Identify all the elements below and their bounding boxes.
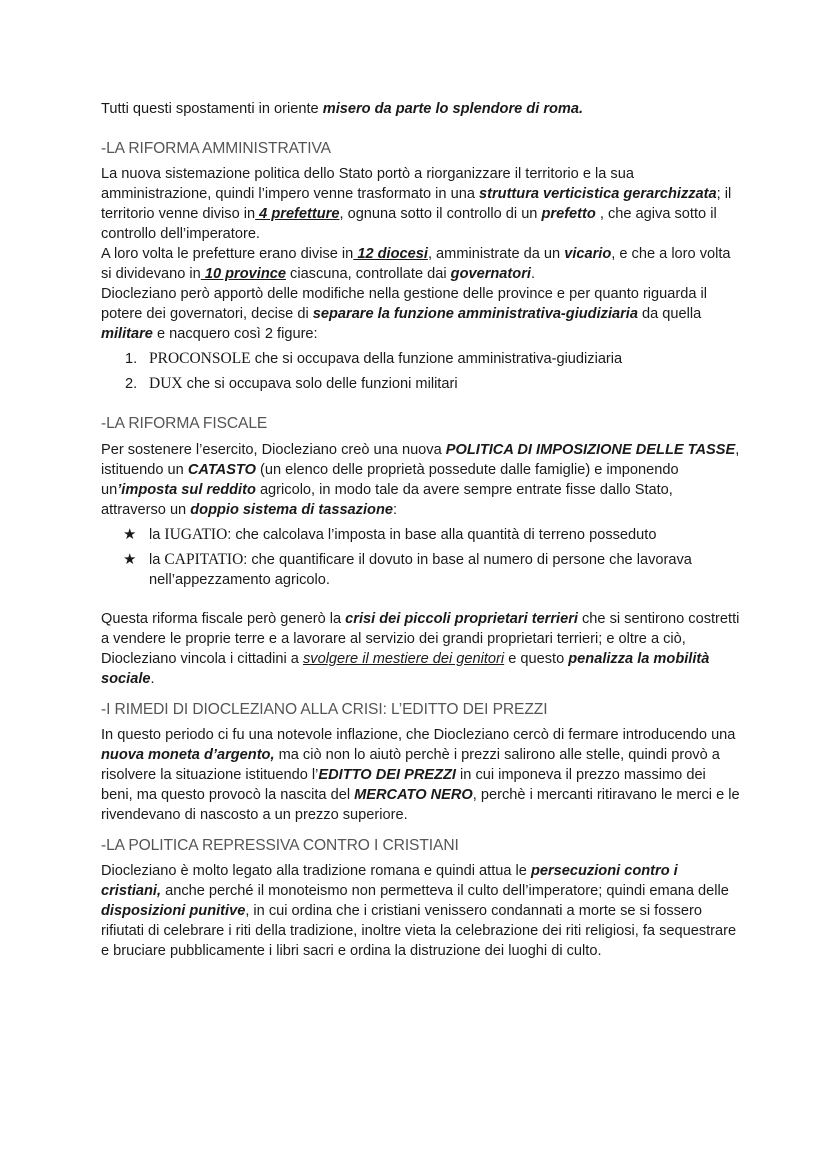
section-heading-riforma-amministrativa: -LA RIFORMA AMMINISTRATIVA <box>101 140 331 157</box>
paragraph-amministrativa-3: Diocleziano però apportò delle modifiche nella gestione delle province e per quanto riguarda il potere dei governatori, decise di separare la funzione amministrativa-giudiziaria da quella militare e nacquero così 2 figure: <box>101 286 708 342</box>
paragraph-fiscale-1: Per sostenere l’esercito, Diocleziano creò una nuova POLITICA DI IMPOSIZIONE DELLE TASSE, istituendo un CATASTO (un elenco delle proprietà possedute dalle famiglie) e imponendo un’imposta sul reddito agricolo, in modo tale da avere sempre entrate fisse dallo Stato, attraverso un doppio sistema di tassazione: <box>101 442 740 518</box>
list-item: 1. PROCONSOLE che si occupava della funzione amministrativa-giudiziaria <box>125 350 623 367</box>
section-heading-editto-dei-prezzi: -I RIMEDI DI DIOCLEZIANO ALLA CRISI: L’EDITTO DEI PREZZI <box>101 701 548 718</box>
star-bullet-icon: ★ <box>123 526 137 543</box>
section-heading-riforma-fiscale: -LA RIFORMA FISCALE <box>101 415 268 432</box>
star-list-tassazione <box>101 525 741 590</box>
intro-paragraph: Tutti questi spostamenti in oriente misero da parte lo splendore di roma. <box>101 101 584 117</box>
star-bullet-icon: ★ <box>123 551 137 568</box>
list-item: ★ la IUGATIO: che calcolava l’imposta in base alla quantità di terreno posseduto <box>123 526 657 543</box>
document-content <box>101 99 741 961</box>
intro-emphasis: misero da parte lo splendore di roma. <box>322 101 584 117</box>
list-item: ★ la CAPITATIO: che quantificare il dovuto in base al numero di persone che lavorava nell’appezzamento agricolo. <box>123 551 692 588</box>
paragraph-cristiani: Diocleziano è molto legato alla tradizione romana e quindi attua le persecuzioni contro i cristiani, anche perché il monoteismo non permetteva il culto dell’imperatore; quindi emana delle disposizioni punitive, in cui ordina che i cristiani venissero condannati a morte se si fossero rifiutati di celebrare i riti della tradizione, inoltre vieta la celebrazione dei riti religiosi, fa sequestrare e bruciare pubblicamente i libri sacri e ordina la distruzione dei luoghi di culto. <box>101 863 737 959</box>
list-item: 2. DUX che si occupava solo delle funzioni militari <box>125 375 458 392</box>
section-heading-politica-repressiva: -LA POLITICA REPRESSIVA CONTRO I CRISTIANI <box>101 837 459 854</box>
paragraph-amministrativa-1: La nuova sistemazione politica dello Stato portò a riorganizzare il territorio e la sua amministrazione, quindi l’impero venne trasformato in una struttura verticistica gerarchizzata; il territorio venne diviso in 4 prefetture, ognuna sotto il controllo di un prefetto , che agiva sotto il controllo dell’imperatore. <box>101 166 732 242</box>
paragraph-fiscale-2: Questa riforma fiscale però generò la crisi dei piccoli proprietari terrieri che si sentirono costretti a vendere le proprie terre e a lavorare al servizio dei grandi proprietari terrieri; e oltre a ciò, Diocleziano vincola i cittadini a svolgere il mestiere dei genitori e questo penalizza la mobilità sociale. <box>101 611 740 687</box>
paragraph-amministrativa-2: A loro volta le prefetture erano divise in 12 diocesi, amministrate da un vicario, e che a loro volta si dividevano in 10 province ciascuna, controllate dai governatori. <box>101 246 731 282</box>
numbered-list-figure <box>101 349 741 394</box>
paragraph-editto: In questo periodo ci fu una notevole inflazione, che Diocleziano cercò di fermare introducendo una nuova moneta d’argento, ma ciò non lo aiutò perchè i prezzi salirono alle stelle, quindi provò a risolvere la situazione istituendo l’EDITTO DEI PREZZI in cui imponeva il prezzo massimo dei beni, ma questo provocò la nascita del MERCATO NERO, perchè i mercanti ritiravano le merci e le rivendevano di nascosto a un prezzo superiore. <box>101 727 740 823</box>
